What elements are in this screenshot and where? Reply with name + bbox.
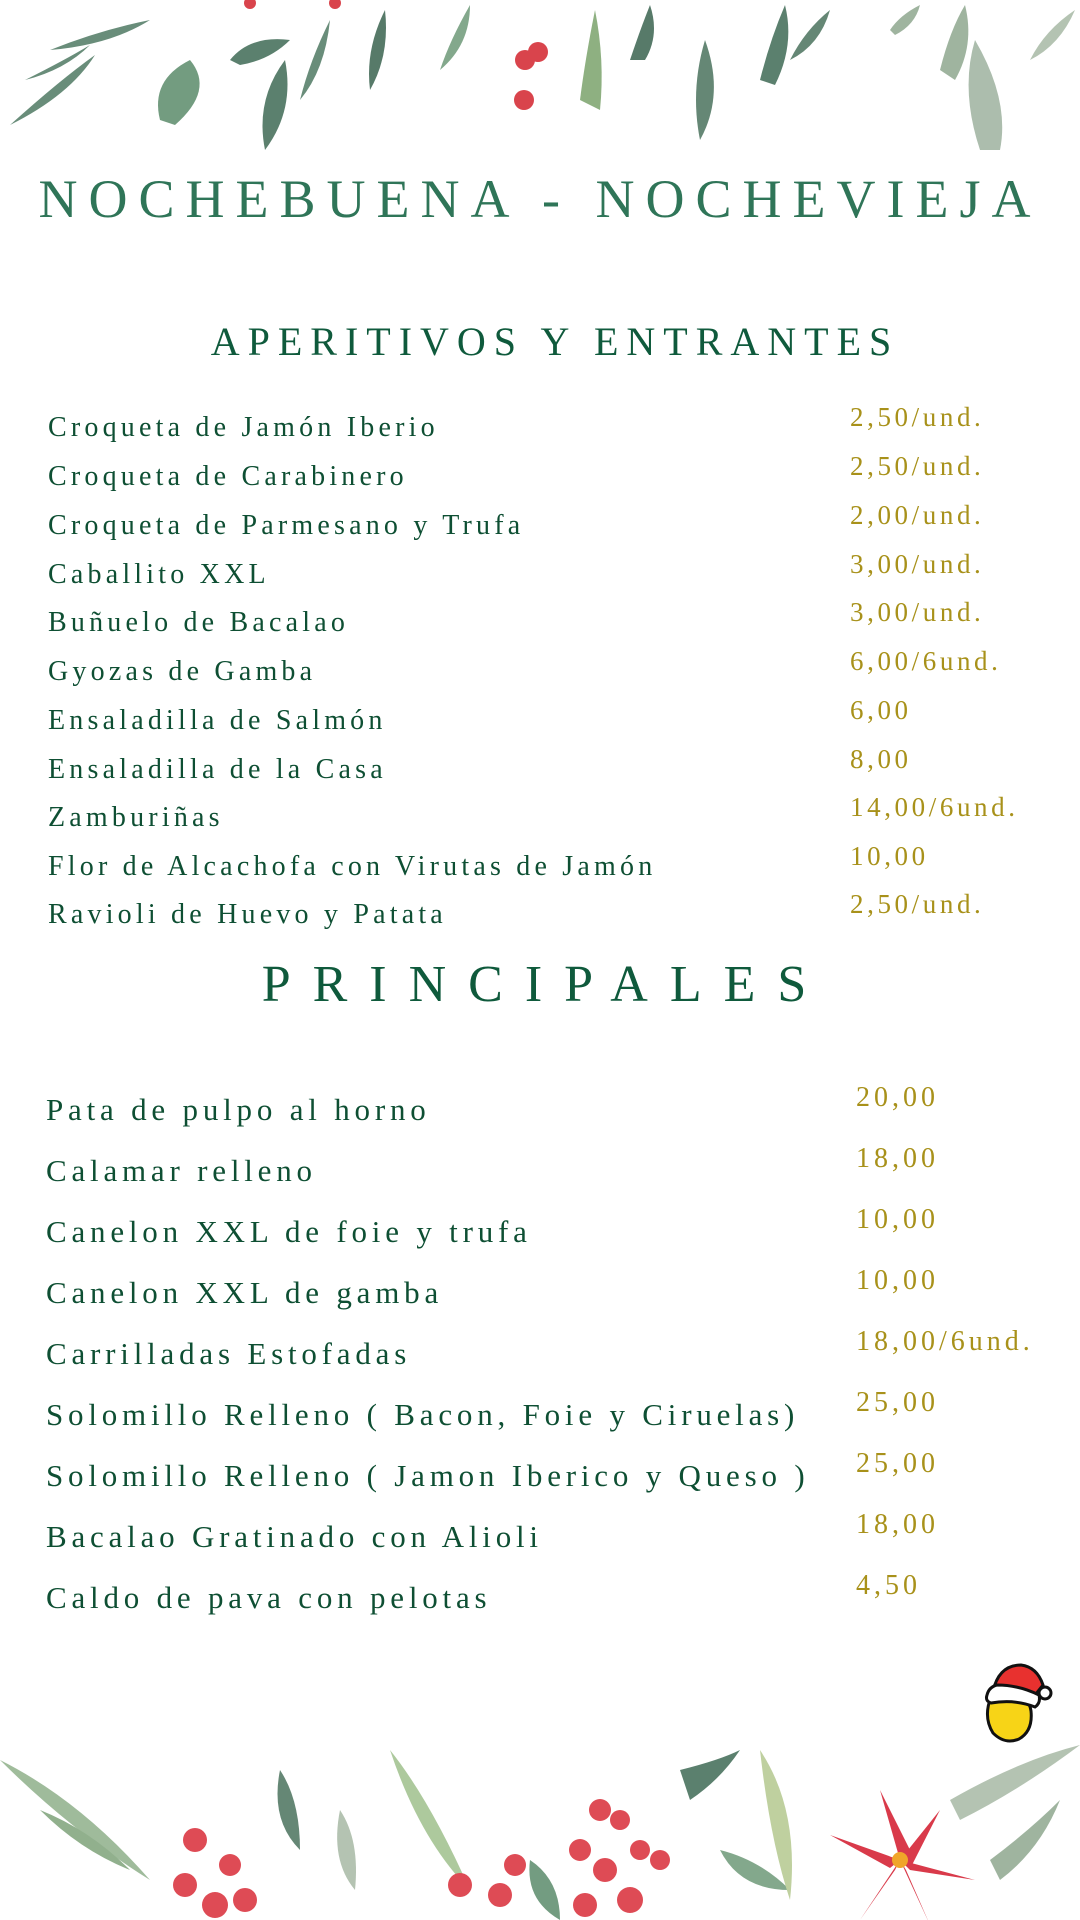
item-price: 4,50 <box>856 1570 921 1601</box>
item-name: Gyozas de Gamba <box>48 656 317 687</box>
item-price: 18,00 <box>856 1143 939 1174</box>
bottom-poinsettia-garland-icon <box>0 1740 1080 1920</box>
item-price: 3,00/und. <box>850 549 985 579</box>
item-name: Carrilladas Estofadas <box>46 1336 412 1371</box>
item-name: Caballito XXL <box>48 559 270 590</box>
item-name: Croqueta de Jamón Iberio <box>48 412 439 443</box>
item-price: 14,00/6und. <box>850 792 1019 822</box>
item-price: 2,50/und. <box>850 402 985 432</box>
item-price: 6,00 <box>850 695 912 725</box>
item-price: 10,00 <box>856 1204 939 1235</box>
item-name: Canelon XXL de gamba <box>46 1275 444 1310</box>
section-heading-aperitivos: APERITIVOS Y ENTRANTES <box>210 319 900 364</box>
item-price: 6,00/6und. <box>850 646 1002 676</box>
item-name: Croqueta de Carabinero <box>48 461 408 492</box>
item-name: Solomillo Relleno ( Jamon Iberico y Queso ) <box>46 1458 810 1493</box>
item-name: Flor de Alcachofa con Virutas de Jamón <box>48 851 657 882</box>
item-price: 2,00/und. <box>850 500 985 530</box>
item-price: 10,00 <box>850 841 929 871</box>
item-name: Pata de pulpo al horno <box>46 1092 431 1127</box>
item-name: Ensaladilla de Salmón <box>48 705 387 736</box>
item-price: 10,00 <box>856 1265 939 1296</box>
item-name: Croqueta de Parmesano y Trufa <box>48 510 525 541</box>
item-name: Caldo de pava con pelotas <box>46 1580 492 1615</box>
item-name: Ravioli de Huevo y Patata <box>48 899 447 930</box>
item-name: Bacalao Gratinado con Alioli <box>46 1519 543 1554</box>
item-price: 8,00 <box>850 744 912 774</box>
section-heading-principales: PRINCIPALES <box>261 956 829 1013</box>
page-title: NOCHEBUENA - NOCHEVIEJA <box>38 169 1042 229</box>
item-name: Buñuelo de Bacalao <box>48 607 350 638</box>
item-price: 18,00 <box>856 1509 939 1540</box>
item-price: 2,50/und. <box>850 889 985 919</box>
item-price: 25,00 <box>856 1387 939 1418</box>
lemon-santa-hat-icon <box>975 1655 1055 1745</box>
item-name: Solomillo Relleno ( Bacon, Foie y Ciruelas) <box>46 1397 800 1432</box>
item-price: 2,50/und. <box>850 451 985 481</box>
item-name: Zamburiñas <box>48 802 224 833</box>
top-foliage-garland-icon <box>0 0 1080 160</box>
item-name: Calamar relleno <box>46 1153 317 1188</box>
item-price: 25,00 <box>856 1448 939 1479</box>
item-price: 3,00/und. <box>850 597 985 627</box>
item-price: 20,00 <box>856 1082 939 1113</box>
item-name: Canelon XXL de foie y trufa <box>46 1214 532 1249</box>
item-name: Ensaladilla de la Casa <box>48 754 387 785</box>
item-price: 18,00/6und. <box>856 1326 1034 1357</box>
